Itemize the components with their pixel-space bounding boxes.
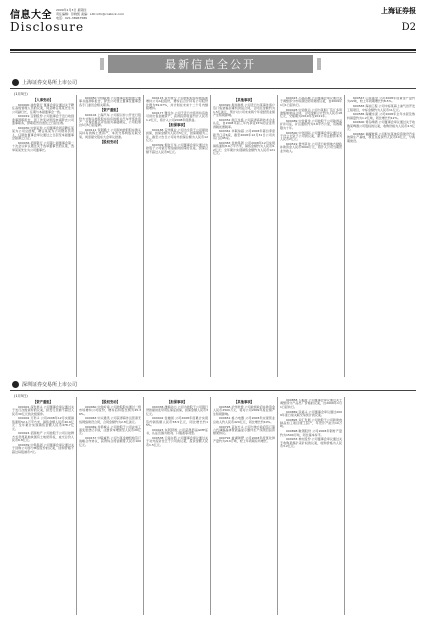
category-heading: 【资产重组】 (100, 108, 120, 113)
column-divider (143, 397, 144, 615)
notice-item: 000039 中集集团 公司董事会审议通过关于回购公司部分B股股份的议案，回购价格不超过每股港币7元。 (12, 442, 74, 454)
category-heading: 【其他事项】 (234, 400, 254, 404)
sz-column-4 (213, 399, 275, 615)
notice-item: 600019 宝钢股份 公司监事会于近日收到监事辞职报告，因工作变动原因申请辞去公司监事职务，辞职报告自送达之日起生效。 (12, 114, 74, 126)
notice-item: 600036 招商银行 公司第七届董事会第二十次会议审议通过关于选举董事长的议案，选举某某先生为公司董事长。 (12, 140, 74, 152)
category-heading: 【股权变动】 (100, 400, 120, 404)
section-name: 信息大全 (10, 10, 52, 21)
notice-item: 000157 中联重科 公司与某金融机构签订战略合作协议，获得综合授信额度人民币100亿元。 (79, 436, 141, 447)
category-heading: 【资产重组】 (33, 400, 53, 404)
notice-item: 600000 浦发银行 董事会审议通过关于聘任高级管理人员的议案，同意聘任某某先生为公司副行长，任期与本届董事会一致。 (12, 102, 74, 114)
notice-item: 000898 鞍钢股份 公司2008年钢材产量约为1500万吨，同比基本持平。 (280, 429, 342, 437)
sh-column-2 (79, 97, 141, 377)
banner-title: 最新信息全公开 (165, 58, 256, 71)
banner (108, 55, 313, 73)
section-day-sh: (1月5日) (14, 92, 28, 96)
notice-item: 600585 海螺水泥 公司2008年全年水泥及熟料销量约为1.2亿吨，同比增长约12%。 (347, 112, 415, 120)
notice-item: 000338 潍柴动力 公司为控股子公司银行贷款提供连带责任保证担保，担保金额人民币3亿元。 (146, 404, 208, 416)
notice-item: 600415 小商品城 公司董事会审议通过关于调整部分市场商位使用费的议案，自2009年1月1日起执行。 (280, 97, 342, 107)
section-title-sz: 深圳证券交易所上市公司 (22, 382, 78, 388)
phone-line: 电话：021-38967586 (56, 16, 88, 20)
column-divider (344, 95, 345, 377)
masthead-rule-thin (10, 52, 416, 53)
section-day-sz: (1月5日) (14, 394, 28, 398)
sh-column-3 (146, 97, 208, 377)
column-divider (344, 397, 345, 615)
notice-item: 600660 福耀玻璃 公司拟在某地投资建设汽车玻璃生产基地，项目总投资约人民币10亿元，分两期建设。 (347, 131, 415, 143)
notice-item: 600489 中金黄金 公司控股子公司取得采矿许可证，矿区面积约为3.6平方公里，有效期限为十年。 (280, 119, 342, 130)
column-divider (277, 95, 278, 377)
notice-item: 600500 中化国际 公司董事会审议通过关于设立全资子公司的议案，新公司注册资本为人民币2亿元。 (280, 130, 342, 142)
notice-item: 600177 雅戈尔 公司于近日出售所持有的可供出售金融资产，获得投资收益约计人民币1.2亿元，将计入公司2008年度损益。 (146, 110, 208, 122)
notice-item: 600361 华联综超 公司2008年第四季度新开门店6家，截至2008年12月31日公司共有门店95家。 (213, 129, 275, 141)
notice-item: 000423 东阿阿胶 公司获得药品GMP证书，认证范围为胶剂、口服液等剂型。 (146, 427, 208, 436)
notice-item: 600383 金地集团 公司2008年12月实现销售面积8.6万平方米，销售金额约为人民币9.2亿元；全年累计实现销售金额约为人民币121亿元。 (213, 140, 275, 156)
notice-item: 000725 京东方Ａ 公司与地方政府签订第六代薄膜晶体管液晶显示器件生产线项目投资框架协议。 (213, 424, 275, 436)
section-rule-sh (10, 88, 416, 89)
category-heading: 【股权变动】 (100, 140, 120, 145)
masthead-meta (56, 8, 166, 20)
notice-item: 600428 中远航运 公司与某船厂签订多用途船舶建造合同，合同金额合计约为人民币18亿元，交船期为2010年至2011年。 (280, 107, 342, 119)
notice-item: 000538 云南白药 公司董事会审议通过关于对外投资设立子公司的议案，投资金额人民币1.5亿元。 (146, 436, 208, 447)
notice-item: 000858 五粮液 公司董事会审议通过关于调整部分产品出厂价格的议案，自2009年1月1日起执行。 (280, 399, 342, 409)
notice-item: 000063 中兴通讯 公司获得海外运营商无线网络建设合同，合同金额约为2.8亿美元。 (79, 416, 141, 424)
sz-column-1 (12, 399, 74, 615)
notice-item: 600030 中信证券 公司董事会同意聘任某某为公司总经理，聘任某某为公司财务负责人，任期自董事会审议通过之日起至本届董事会届满之日止。 (12, 125, 74, 141)
section-header-sz (12, 381, 77, 388)
paper-name: 上海证券报 (381, 6, 416, 15)
sh-column-6 (347, 97, 415, 377)
column-divider (76, 397, 77, 615)
sz-column-2 (79, 399, 141, 615)
sh-column-1 (12, 97, 74, 377)
column-divider (210, 397, 211, 615)
category-heading: 【担保事项】 (167, 400, 187, 404)
sz-column-5 (280, 399, 342, 615)
notice-item: 000069 华侨城Ａ 公司控股子公司完成工商变更登记手续，注册资本增加至人民币20亿元。 (79, 424, 141, 436)
notice-item: 600115 东方航空 公司控股股东东航集团增持公司A股股份，增持后合计持有公司股份比例为59.67%，并计划在未来十二个月内继续增持。 (146, 97, 208, 111)
section-rule-sz (10, 390, 416, 391)
notice-item: 600104 上海汽车 公司拟以非公开发行股份方式购买控股股东持有的相关汽车零部件资产，交易价格以评估值为基础确定，公司股票自1月5日起复牌。 (79, 113, 141, 128)
masthead (10, 6, 416, 50)
section-title-sh: 上海证券交易所上市公司 (22, 80, 78, 86)
column-divider (143, 95, 144, 377)
notice-item: 000402 金融街 公司2008年度累计实现签约销售额人民币58.5亿元，同比增长约15%。 (146, 416, 208, 428)
column-divider (76, 95, 77, 377)
bullet-icon (12, 381, 19, 388)
disclosure-title: Disclosure (10, 20, 85, 34)
notice-item: 000002 万科Ａ 公司2008年12月实现销售面积52.1万平方米，销售金额人民币40.6亿元；全年累计实现销售金额人民币478.7亿元。 (12, 416, 74, 431)
date-line: 2009年1月3日 星期四 (56, 8, 87, 12)
column-divider (277, 397, 278, 615)
column-divider (210, 95, 211, 377)
category-heading: 【人事变动】 (33, 98, 53, 102)
notice-item: 000869 张裕Ａ 公司董事会审议通过2009年度日常关联交易预计的议案。 (280, 409, 342, 417)
notice-item: 000651 格力电器 公司2008年实现营业总收入约人民币420亿元，同比增长约10%。 (213, 416, 275, 424)
notice-item: 600050 中国联通 公司董事会收到独立董事书面辞职报告，辞去公司独立董事及董事会各专门委员会相关职务。 (79, 97, 141, 107)
section-header-sh (12, 79, 77, 86)
notice-item: 000895 双汇发展 公司控股子公司新建肉制品加工项目竣工投产，年设计产能为10万吨。 (280, 417, 342, 429)
notice-item: 000060 中金岭南 公司控股股东通过二级市场增持公司股份，增持后持股比例为45.36%。 (79, 404, 141, 416)
notice-item: 000933 神火股份 公司董事会审议通过关于收购某煤矿采矿权的议案，收购价格为人民币3.2亿元。 (280, 437, 342, 449)
sh-column-4 (213, 97, 275, 377)
notice-item: 600547 山东黄金 公司2008年度黄金产量约为22吨，较上年同期增长约8.5%。 (347, 97, 415, 104)
sz-column-3 (146, 399, 208, 615)
category-heading: 【担保事项】 (167, 123, 187, 128)
editor-line: 责任编辑：彭晓凯 美编：LXC info@cnstock.com (56, 12, 125, 16)
sh-column-5 (280, 97, 342, 377)
notice-item: 600111 包钢稀土 公司拟向控股股东购买其持有的稀土类资产，本次交易构成关联交易，尚需提交股东大会审议批准。 (79, 128, 141, 139)
notice-item: 600600 青岛啤酒 公司董事会审议通过关于收购某啤酒公司股权的议案，收购价格为人民币4.5亿元。 (347, 120, 415, 132)
notice-item: 000792 盐湖钾肥 公司2008年度氯化钾产量约为210万吨，较上年同期有所增长。 (213, 436, 275, 444)
notice-item: 600352 浙江龙盛 公司获得高新技术企业认定，自2008年起三年内享受15%的企业所得税优惠税率。 (213, 117, 275, 129)
masthead-rule (10, 49, 416, 51)
sz-column-6 (347, 399, 415, 615)
notice-item: 000568 泸州老窖 公司收到政府补助资金人民币2500万元，将对公司2009年度业绩产生积极影响。 (213, 404, 275, 416)
notice-item: 600309 烟台万华 公司董事会审议通过为控股子公司银行授信提供担保的议案，担保总额不超过人民币8亿元。 (146, 142, 208, 154)
notice-item: 000001 深发展Ａ 公司董事会审议通过关于发行次级债券的议案，拟发行总额不超过人民币30亿元的次级债券。 (12, 404, 74, 416)
bullet-icon (12, 79, 19, 86)
page-number: D2 (401, 22, 416, 33)
notice-item: 600583 海油工程 公司中标某海上油气田开发工程项目，中标金额约为人民币11亿元。 (347, 104, 415, 112)
category-heading: 【其他事项】 (234, 98, 254, 102)
notice-item: 600188 兖州煤业 公司为全资子公司提供担保，担保金额为人民币5亿元，担保期限为三年，截至公告日公司对外担保总额为人民币12亿元。 (146, 128, 208, 143)
notice-item: 600519 贵州茅台 公司近日收到地方财政补助资金人民币3000万元，将计入公司当期营业外收入。 (280, 142, 342, 153)
notice-item: 600320 振华港机 公司近日与某海外客户签订集装箱起重机供货合同，合同总金额约为1.5亿美元，预计对公司未来两个年度经营业绩产生积极影响。 (213, 102, 275, 118)
notice-item: 000024 招商地产 公司控股子公司以挂牌方式竞得某地块国有土地使用权，成交总价人民币6.8亿元。 (12, 431, 74, 443)
